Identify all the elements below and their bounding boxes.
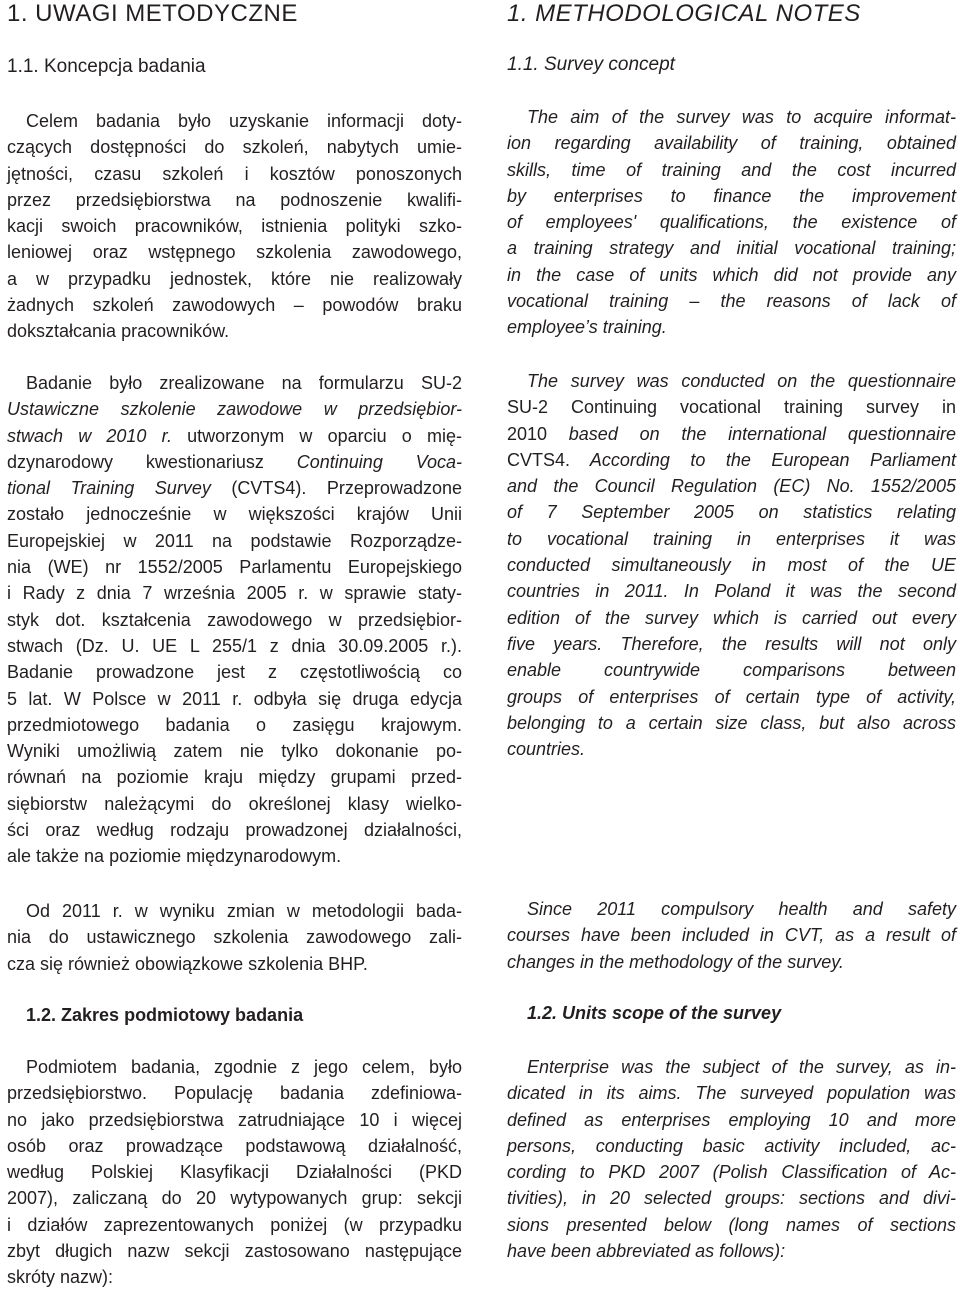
text-line: a w przypadku jednostek, które nie realizowały bbox=[7, 268, 462, 289]
text-fragment: (CVTS4). Przeprowadzone bbox=[210, 478, 462, 499]
text-line: nia (WE) nr 1552/2005 Parlamentu Europejskiego bbox=[7, 557, 462, 578]
text-line: courses have been included in CVT, as a result of bbox=[507, 925, 956, 946]
text-line: belonging to a certain size class, but also across bbox=[507, 712, 956, 733]
text-line: in the case of units which did not provide any bbox=[507, 264, 956, 285]
text-line: przedmiotowego badania o zasięgu krajowym. bbox=[7, 714, 462, 735]
text-line: countries in 2011. In Poland it was the second bbox=[507, 581, 956, 602]
text-fragment: According to the European Parliament bbox=[570, 449, 956, 470]
survey-year: 2010 bbox=[507, 423, 548, 444]
text-line: osób oraz prowadzące podstawową działalność, bbox=[7, 1135, 462, 1156]
text-line bbox=[507, 447, 956, 473]
paragraph-bhp-pl bbox=[7, 898, 462, 977]
text-line: skills, time of training and the cost incurred bbox=[507, 159, 956, 180]
text-line: Celem badania było uzyskanie informacji doty- bbox=[26, 111, 462, 131]
text-line: ion regarding availability of training, obtained bbox=[507, 133, 956, 154]
subsection-heading-1-2-pl: 1.2. Zakres podmiotowy badania bbox=[26, 1005, 304, 1025]
text-line: Badanie było zrealizowane na formularzu SU-2 bbox=[26, 373, 462, 393]
text-line bbox=[507, 421, 956, 447]
text-line: Podmiotem badania, zgodnie z jego celem, było bbox=[26, 1057, 462, 1077]
text-line: The aim of the survey was to acquire informat- bbox=[527, 107, 956, 127]
text-line: enable countrywide comparisons between bbox=[507, 660, 956, 681]
text-line: 2007), zaliczaną do 20 wytypowanych grup: sekcji bbox=[7, 1188, 462, 1209]
text-line: vocational training – the reasons of lack of bbox=[507, 291, 956, 312]
text-line bbox=[7, 449, 462, 475]
text-line: stwach (Dz. U. UE L 255/1 z dnia 30.09.2005 r.). bbox=[7, 635, 462, 656]
paragraph-bhp-en bbox=[507, 896, 956, 975]
text-line bbox=[507, 394, 956, 420]
text-line: jętności, czasu szkoleń i kosztów ponoszonych bbox=[7, 163, 462, 184]
text-line: of 7 September 2005 on statistics relating bbox=[507, 502, 956, 523]
questionnaire-title: Continuing Voca- bbox=[296, 451, 463, 472]
subsection-heading-1-2-en: 1.2. Units scope of the survey bbox=[527, 1003, 782, 1023]
text-line: dokształcania pracowników. bbox=[7, 321, 230, 342]
text-line: zbyt długich nazw sekcji zastosowano następujące bbox=[7, 1241, 462, 1262]
paragraph-scope-en bbox=[507, 1054, 956, 1264]
text-line: i działów zaprezentowanych poniżej (w przypadku bbox=[7, 1214, 462, 1235]
text-fragment: based on the international questionnaire bbox=[547, 423, 956, 444]
section-heading-en: 1. METHODOLOGICAL NOTES bbox=[507, 0, 861, 27]
text-line: zostało jednocześnie w większości krajów Unii bbox=[7, 504, 462, 525]
text-line: dicated in its aims. The surveyed population was bbox=[507, 1083, 956, 1104]
subsection-heading-1-1-en: 1.1. Survey concept bbox=[507, 54, 675, 75]
section-heading-pl: 1. UWAGI METODYCZNE bbox=[7, 0, 298, 27]
text-line: groups of enterprises of certain type of activity, bbox=[507, 686, 956, 707]
text-line: czących dostępności do szkoleń, nabytych umie- bbox=[7, 137, 462, 158]
text-line: Badanie prowadzone jest z częstotliwością co bbox=[7, 662, 462, 683]
text-line: Europejskiej w 2011 na podstawie Rozporządze- bbox=[7, 530, 462, 551]
paragraph-survey-aim-en bbox=[507, 104, 956, 341]
text-line: skróty nazw): bbox=[7, 1267, 114, 1288]
text-line: countries. bbox=[507, 739, 586, 760]
text-line bbox=[7, 423, 462, 449]
subsection-heading-1-1-pl: 1.1. Koncepcja badania bbox=[7, 56, 206, 77]
text-line: sions presented below (long names of sections bbox=[507, 1214, 956, 1235]
text-line: równań na poziomie kraju między grupami przed- bbox=[7, 767, 462, 788]
text-line: and the Council Regulation (EC) No. 1552/2005 bbox=[507, 476, 956, 497]
text-line: employee’s training. bbox=[507, 317, 667, 338]
text-line: ści oraz według rodzaju prowadzonej działalności, bbox=[7, 820, 462, 841]
text-line: The survey was conducted on the questionnaire bbox=[527, 371, 956, 391]
text-line: i Rady z dnia 7 września 2005 r. w sprawie staty- bbox=[7, 583, 462, 604]
text-line: nia do ustawicznego szkolenia zawodowego zali- bbox=[7, 927, 462, 948]
paragraph-survey-form-en bbox=[507, 368, 956, 762]
text-line: to vocational training in enterprises it was bbox=[507, 528, 956, 549]
text-line: ale także na poziomie międzynarodowym. bbox=[7, 846, 342, 867]
text-line: edition of the survey which is carried out every bbox=[507, 607, 956, 628]
text-line: 5 lat. W Polsce w 2011 r. odbyła się druga edycja bbox=[7, 688, 462, 709]
paragraph-scope-pl bbox=[7, 1054, 462, 1291]
paragraph-survey-aim-pl bbox=[7, 108, 462, 345]
questionnaire-code: CVTS4. bbox=[507, 449, 571, 470]
text-line: a training strategy and initial vocational training; bbox=[507, 238, 956, 259]
text-line: żadnych szkoleń zawodowych – powodów braku bbox=[7, 295, 462, 316]
text-line: five years. Therefore, the results will not only bbox=[507, 633, 956, 654]
paragraph-survey-form-pl bbox=[7, 370, 462, 870]
text-line: styk dot. kształcenia zawodowego w przedsiębior- bbox=[7, 609, 462, 630]
text-line: of employees' qualifications, the existence of bbox=[507, 212, 956, 233]
text-line: persons, conducting basic activity included, ac- bbox=[507, 1135, 956, 1156]
text-line: defined as enterprises employing 10 and more bbox=[507, 1109, 956, 1130]
text-line: według Polskiej Klasyfikacji Działalności (PKD bbox=[7, 1162, 462, 1183]
text-line: changes in the methodology of the survey. bbox=[507, 951, 844, 972]
text-line-italic: Ustawiczne szkolenie zawodowe w przedsiębior- bbox=[7, 399, 462, 420]
text-line: przez przedsiębiorstwa na podnoszenie kwalifi- bbox=[7, 189, 462, 210]
text-line: cza się również obowiązkowe szkolenia BHP. bbox=[7, 953, 368, 974]
text-line: Since 2011 compulsory health and safety bbox=[527, 899, 956, 919]
text-line: Wyniki umożliwią zatem nie tylko dokonanie po- bbox=[7, 741, 462, 762]
text-line: by enterprises to finance the improvement bbox=[507, 185, 956, 206]
text-line: cording to PKD 2007 (Polish Classification of Ac- bbox=[507, 1162, 956, 1183]
text-line: siębiorstw należącymi do określonej klasy wielko- bbox=[7, 793, 462, 814]
text-line: have been abbreviated as follows): bbox=[507, 1241, 786, 1262]
text-line: leniowej oraz wstępnego szkolenia zawodowego, bbox=[7, 242, 462, 263]
text-line: Od 2011 r. w wyniku zmian w metodologii bada- bbox=[26, 901, 462, 921]
text-line: Enterprise was the subject of the survey, as in- bbox=[527, 1057, 956, 1077]
text-line bbox=[7, 475, 462, 501]
form-code: SU-2 bbox=[507, 397, 549, 418]
text-line: conducted simultaneously in most of the UE bbox=[507, 555, 956, 576]
survey-title: Continuing vocational training survey in bbox=[548, 397, 956, 418]
questionnaire-title-end: tional Training Survey bbox=[7, 478, 211, 499]
text-fragment: utworzonym w oparciu o mię- bbox=[171, 425, 462, 446]
text-line: przedsiębiorstwo. Populację badania zdefiniowa- bbox=[7, 1083, 462, 1104]
text-line: tivities), in 20 selected groups: sections and divi- bbox=[507, 1188, 956, 1209]
form-title-end: stwach w 2010 r. bbox=[7, 425, 172, 446]
text-fragment: dzynarodowy kwestionariusz bbox=[7, 451, 297, 472]
text-line: no jako przedsiębiorstwa zatrudniające 10 i więcej bbox=[7, 1109, 462, 1130]
text-line: kacji swoich pracowników, istnienia polityki szko- bbox=[7, 216, 462, 237]
